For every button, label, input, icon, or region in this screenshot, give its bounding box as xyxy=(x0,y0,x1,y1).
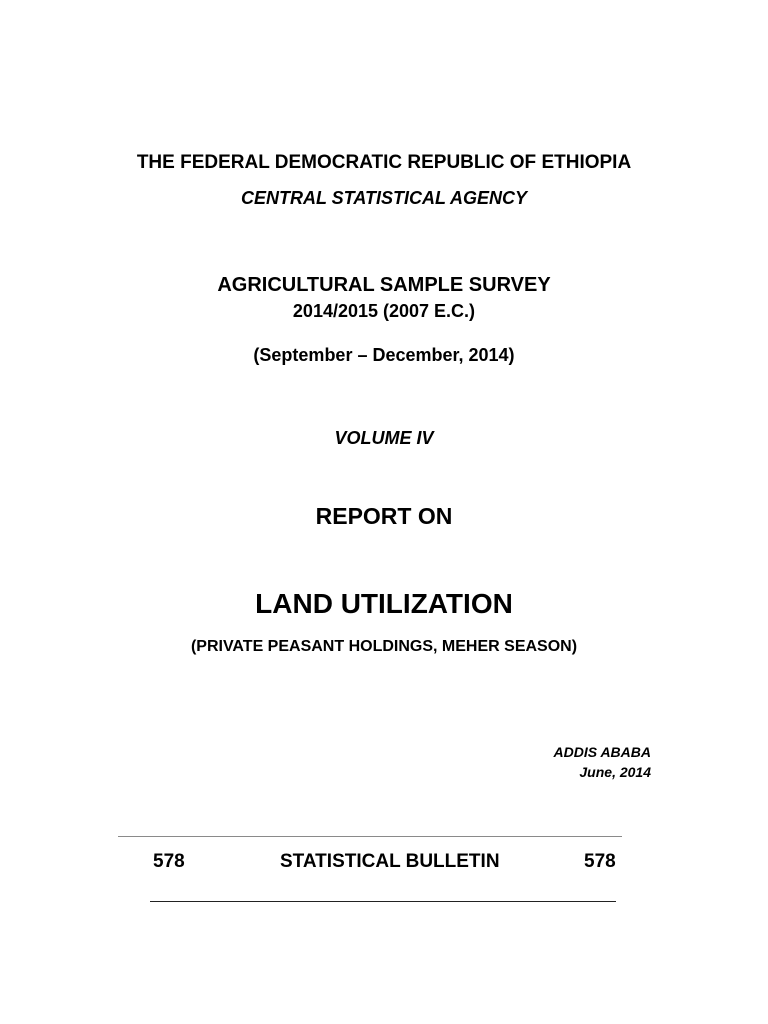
country-name: THE FEDERAL DEMOCRATIC REPUBLIC OF ETHIOPIA xyxy=(136,152,632,173)
bulletin-number-right: 578 xyxy=(584,851,616,872)
place-city: ADDIS ABABA xyxy=(553,744,651,760)
bulletin-number-left: 578 xyxy=(153,851,185,872)
bulletin-row xyxy=(0,851,768,877)
report-heading: REPORT ON xyxy=(315,503,453,529)
bottom-divider xyxy=(150,901,616,902)
survey-title: AGRICULTURAL SAMPLE SURVEY xyxy=(217,274,551,296)
agency-name: CENTRAL STATISTICAL AGENCY xyxy=(240,188,527,208)
report-topic: LAND UTILIZATION xyxy=(255,588,513,619)
top-divider xyxy=(118,836,622,837)
volume-label: VOLUME IV xyxy=(334,428,434,448)
publication-date: June, 2014 xyxy=(579,764,651,780)
survey-period: (September – December, 2014) xyxy=(253,345,515,365)
place-date-block xyxy=(554,742,651,782)
report-subtopic: (PRIVATE PEASANT HOLDINGS, MEHER SEASON) xyxy=(190,638,578,655)
bulletin-title: STATISTICAL BULLETIN xyxy=(280,851,500,872)
survey-year: 2014/2015 (2007 E.C.) xyxy=(292,301,476,321)
